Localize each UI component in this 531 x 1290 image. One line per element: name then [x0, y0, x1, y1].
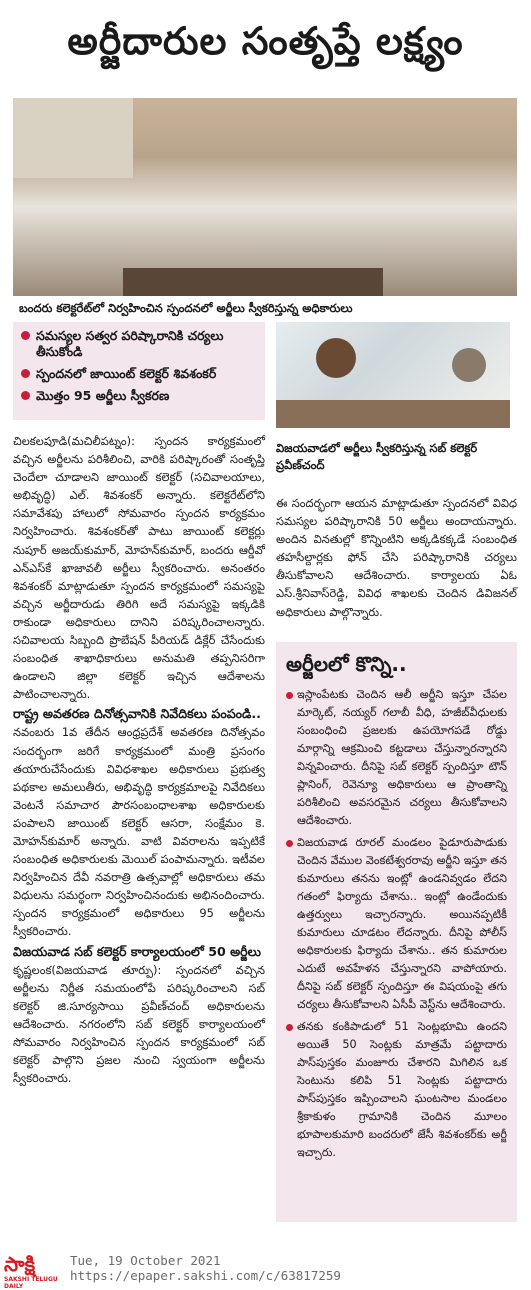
bullet-icon [21, 391, 30, 400]
bullet-icon [21, 369, 30, 378]
highlight-item: సమస్యల సత్వర పరిష్కారానికి చర్యలు తీసుకోండి [21, 328, 257, 360]
collectorate-photo [13, 98, 517, 296]
headline: అర్జీదారుల సంతృప్తే లక్ష్యం [67, 19, 464, 63]
epaper-link[interactable]: https://epaper.sakshi.com/c/63817259 [70, 1268, 341, 1283]
article-paragraph: నవంబరు 1వ తేదీన ఆంధ్రప్రదేశ్ అవతరణ దినోత్సవం సందర్భంగా జరిగే కార్యక్రమంలో మంత్రి ప్రసంగం తయారుచేసేందుకు వివిధశాఖల అధికారులు ప్రభుత్వ పథకాల అమలుతీరు, అభివృద్ధి కార్యక్రమాలపై నివేదికలు వెంటనే సమాచార పౌరసంబంధాలశాఖ అధికారులకు పంపాలని జాయింట్ కలెక్టర్ ఆసరా, సంక్షేమం కె. మోహన్‌కుమార్ అన్నారు. వాటి వివరాలను ఇప్పటికే సంబంధిత అధికారులకు మెయిల్ పంపామన్నారు. ఇటీవల నిర్వహించిన దేవీ నవరాత్రి ఉత్సవాల్లో అధికారులు తమ విధులను సమర్థంగా నిర్వహించినందుకు అభినందించారు. స్పందన కార్యక్రమంలో అధికారులు 95 అర్జీలను స్వీకరించారు. [13, 725, 265, 939]
left-column [13, 432, 265, 1087]
photo2-caption: విజయవాడలో అర్జీలు స్వీకరిస్తున్న సబ్ కలెక్టర్ ప్రవీణ్‌చంద్ [276, 441, 478, 472]
article-paragraph: చిలకలపూడి(మచిలీపట్నం): స్పందన కార్యక్రమంలో వచ్చిన అర్జీలను పరిశీలించి, వారికి పరిష్కారంతో సంతృప్తి చెందేలా చూడాలని జాయింట్ కలెక్టర్ (సచివాలయాలు, అభివృద్ధి) ఎల్. శివశంకర్ అన్నారు. కలెక్టరేట్‌లోని సమావేశపు హాలులో సోమవారం స్పందన కార్యక్రమం నిర్వహించారు. శివశంకర్‌తో పాటు జాయింట్ కలెక్టర్లు నుపూర్ అజయ్‌కుమార్, మోహన్‌కుమార్, బందరు ఆర్డీవో ఎన్‌ఎస్‌కే ఖాజావలీ అర్జీలు స్వీకరించారు. అనంతరం శివశంకర్ మాట్లాడుతూ స్పందన కార్యక్రమంలో సమస్యపై వచ్చిన అర్జీదారుడు తిరిగి అదే సమస్యపై ఇక్కడికి రాకుండా అధికారులు దానిని పరిష్కరించాలన్నారు. సచివాలయ సిబ్బంది ప్రొబేషన్ పీరియడ్ డిక్లేర్ చేసేందుకు సంబంధిత శాఖాధికారులు అనుమతి తప్పనిసరిగా ఉండాలని జిల్లా కలెక్టర్ ఇచ్చిన ఆదేశాలను పాటించాలన్నారు. [13, 434, 265, 702]
subheading: రాష్ట్ర అవతరణ దినోత్సవానికి నివేదికలు పంపండి.. [13, 706, 261, 722]
highlight-item: మొత్తం 95 అర్జీలు స్వీకరణ [21, 388, 257, 404]
petitions-box [276, 642, 517, 1222]
petition-item: ఇస్లాంపేటకు చెందిన ఆలీ అర్జీని ఇస్తూ చేపల మార్కెట్, నయ్యర్ గలాబీ వీధి, హజీబ్‌వీధులకు సంబంధించి ప్రజలకు ఉపయోగపడే రోడ్డు మార్గాన్ని ఆక్రమించి కట్టడాలు చేస్తున్నారన్నారని విన్నవించారు. దీనిపై సబ్ కలెక్టర్ స్పందిస్తూ టౌన్ ప్లానింగ్, రెవెన్యూ అధికారులు ఆ ప్రాంతాన్ని పరిశీలించి అవసరమైన చర్యలు తీసుకోవాలని ఆదేశించారు. [286, 686, 507, 830]
subheading: విజయవాడ సబ్ కలెక్టర్ కార్యాలయంలో 50 అర్జీలు [13, 943, 261, 959]
bullet-icon [21, 331, 30, 340]
article-paragraph: ఈ సందర్భంగా ఆయన మాట్లాడుతూ స్పందనలో వివిధ సమస్యల పరిష్కారానికి 50 అర్జీలు అందాయన్నారు. అందిన వినతుల్లో కొన్నింటిని అక్కడికక్కడే సంబంధిత తహసీల్దార్లకు ఫోన్ చేసి పరిష్కారానికి చర్యలు తీసుకోవాలని ఆదేశించారు. కార్యాలయ ఏఓ ఎస్.శ్రీనివాస్‌రెడ్డి, వివిధ శాఖలకు చెందిన డివిజనల్ అధికారులు పాల్గొన్నారు. [276, 496, 517, 619]
petition-item: విజయవాడ రూరల్ మండలం పైడూరుపాడుకు చెందిన వేముల వెంకటేశ్వరరావు అర్జీని ఇస్తూ తన కుమారులు తనను ఇంట్లో ఉండనివ్వడం లేదని గతంలో ఫిర్యాదు చేశాను.. ఇంట్లో ఉండేందుకు ఉత్తర్వులు ఇచ్చారన్నారు. అయినప్పటికీ కుమారులు చూడటం లేదన్నారు. దీనిపై పోలీస్ అధికారులకు ఫిర్యాదు చేశాను.. తన కుమారుల ఎదుటే అవహేళన చేస్తున్నారని వాపోయారు. దీనిపై సబ్ కలెక్టర్ స్పందిస్తూ ఈ విషయంపై తగు చర్యలు తీసుకోవాలని ఏసీపీ వెస్ట్‌ను ఆదేశించారు. [286, 834, 507, 1014]
bullet-icon [286, 840, 293, 847]
box-title: అర్జీలలో కొన్ని.. [286, 652, 407, 676]
photo1-caption: బందరు కలెక్టరేట్‌లో నిర్వహించిన స్పందనలో అర్జీలు స్వీకరిస్తున్న అధికారులు [19, 300, 353, 315]
sakshi-logo: సాక్షి SAKSHI TELUGU DAILY [4, 1252, 58, 1290]
article-paragraph: కృష్ణలంక(విజయవాడ తూర్పు): స్పందనలో వచ్చిన అర్జీలను నిర్ణీత సమయంలోపే పరిష్కరించాలని సబ్ కలెక్టర్ జి.సూర్యసాయి ప్రవీణ్‌చంద్ అధికారులను ఆదేశించారు. నగరంలోని సబ్ కలెక్టర్ కార్యాలయంలో సోమవారం నిర్వహించిన స్పందన కార్యక్రమంలో సబ్ కలెక్టర్ పాల్గొని ప్రజల నుంచి స్వయంగా అర్జీలను స్వీకరించారు. [13, 962, 265, 1086]
highlights-box [13, 322, 265, 420]
vijayawada-photo [276, 322, 510, 428]
bullet-icon [286, 1024, 293, 1031]
footer-meta [70, 1253, 341, 1283]
highlight-item: స్పందనలో జాయింట్ కలెక్టర్ శివశంకర్ [21, 366, 257, 382]
right-column-text [276, 494, 517, 621]
petition-item: తనకు కంకిపాడులో 51 సెంట్లభూమి ఉందని అయితే 50 సెంట్లకు మాత్రమే పట్టాదారు పాస్‌పుస్తకం మంజూరు చేశారని మిగిలిన ఒక సెంటును కలిపి 51 సెంట్లకు పట్టాదారు పాస్‌పుస్తకం ఇప్పించాలని ఘంటసాల మండలం శ్రీకాకుళం గ్రామానికి చెందిన మూలం భూపాలకుమారి బందరులో జేసీ శివశంకర్‌కు అర్జీ ఇచ్చారు. [286, 1018, 507, 1162]
edition-date: Tue, 19 October 2021 [70, 1253, 221, 1268]
bullet-icon [286, 692, 293, 699]
